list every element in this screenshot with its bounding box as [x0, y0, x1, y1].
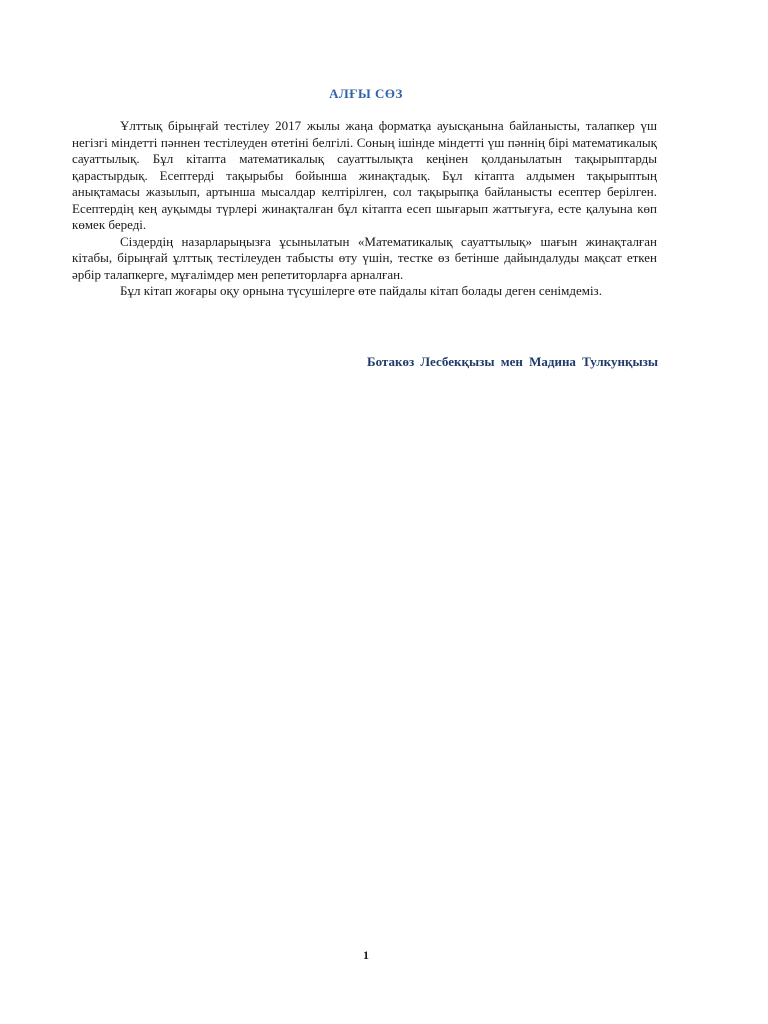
- body-text: [72, 118, 657, 300]
- authors-signature: Ботакөз Лесбекқызы мен Мадина Тулкунқызы: [367, 354, 658, 369]
- paragraph-3: Бұл кітап жоғары оқу орнына түсушілерге өте пайдалы кітап болады деген сенімдеміз.: [120, 283, 602, 298]
- paragraph-1: Ұлттық бірыңғай тестілеу 2017 жылы жаңа форматқа ауысқанына байланысты, талапкер үш негізгі міндетті пәннен тестілеуден өтетіні белгілі. Соның ішінде міндетті үш пәннің бірі математикалық сауаттылық. Бұл кітапта математикалық сауаттылықта кеңінен қолданылатын тақырыптарды қарастырдық. Есептерді тақырыбы бойынша жинақтадық. Бұл кітапта алдымен тақырыптың анықтамасы жазылып, артынша мысалдар келтірілген, сол тақырыпқа байланысты есептер берілген. Есептердің кең ауқымды түрлері жинақталған бұл кітапта есеп шығарып жаттығуға, есте қалуына көп көмек береді.: [72, 118, 657, 232]
- page-title: АЛҒЫ СӨЗ: [329, 86, 403, 101]
- page-number: 1: [363, 948, 369, 962]
- paragraph-2: Сіздердің назарларыңызға ұсынылатын «Математикалық сауаттылық» шағын жинақталған кітабы, бірыңғай ұлттық тестілеуден табысты өту үшін, тестке өз бетінше дайындалуды мақсат еткен әрбір талапкерге, мұғалімдер мен репетиторларға арналған.: [72, 233, 657, 282]
